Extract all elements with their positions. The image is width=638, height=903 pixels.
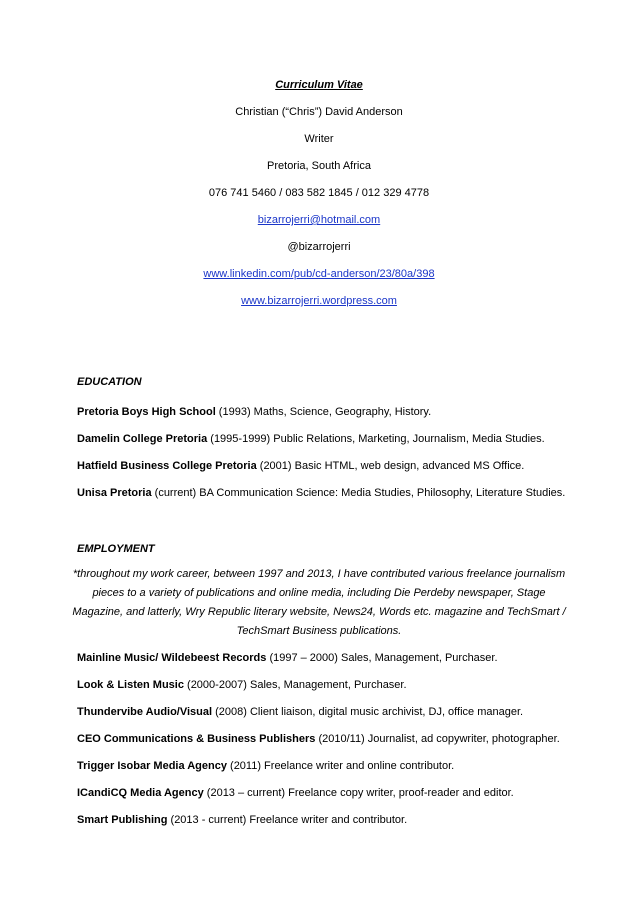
social-handle: @bizarrojerri (287, 241, 351, 253)
employment-detail: (2011) Freelance writer and online contributor. (226, 760, 455, 772)
education-org: Unisa Pretoria (77, 487, 152, 499)
document-title: Curriculum Vitae (275, 79, 363, 91)
employment-org: Look & Listen Music (77, 679, 184, 691)
employment-org: Thundervibe Audio/Visual (77, 706, 213, 718)
employment-section (72, 541, 566, 834)
education-detail: (1995-1999) Public Relations, Marketing, Journalism, Media Studies. (207, 433, 545, 445)
employment-org: ICandiCQ Media Agency (77, 787, 204, 799)
employment-item (77, 672, 561, 699)
education-detail: (1993) Maths, Science, Geography, History. (215, 406, 432, 418)
education-item (77, 453, 561, 480)
education-org: Hatfield Business College Pretoria (77, 460, 257, 472)
person-role: Writer (304, 133, 334, 145)
cv-header (0, 72, 638, 315)
employment-org: CEO Communications & Business Publishers (77, 733, 316, 745)
employment-heading: EMPLOYMENT (77, 543, 155, 555)
education-heading: EDUCATION (77, 376, 142, 388)
education-detail: (current) BA Communication Science: Media Studies, Philosophy, Literature Studies. (151, 487, 566, 499)
education-item (77, 426, 561, 453)
employment-item (77, 699, 561, 726)
person-location: Pretoria, South Africa (267, 160, 371, 172)
employment-item (77, 780, 561, 807)
employment-item (77, 645, 561, 672)
phone-numbers: 076 741 5460 / 083 582 1845 / 012 329 4778 (208, 187, 430, 199)
education-section (77, 374, 566, 507)
education-org: Pretoria Boys High School (77, 406, 216, 418)
employment-item (77, 807, 561, 834)
person-name: Christian (“Chris”) David Anderson (235, 106, 403, 118)
employment-org: Smart Publishing (77, 814, 168, 826)
employment-org: Trigger Isobar Media Agency (77, 760, 227, 772)
employment-item (77, 726, 561, 753)
employment-note: *throughout my work career, between 1997 and 2013, I have contributed various freelance journalism pieces to a variety of publications and online media, including Die Perdeby newspaper, Stage Magazine, and latterly, Wry Republic literary website, News24, Words etc. magazine and TechSmart / TechSmart Business publications. (72, 568, 566, 637)
linkedin-link[interactable]: www.linkedin.com/pub/cd-anderson/23/80a/398 (203, 268, 435, 280)
education-org: Damelin College Pretoria (77, 433, 208, 445)
employment-org: Mainline Music/ Wildebeest Records (77, 652, 267, 664)
education-item (77, 480, 566, 507)
employment-item (77, 753, 561, 780)
employment-detail: (2013 – current) Freelance copy writer, proof-reader and editor. (203, 787, 514, 799)
employment-detail: (2008) Client liaison, digital music archivist, DJ, office manager. (212, 706, 524, 718)
website-link[interactable]: www.bizarrojerri.wordpress.com (241, 295, 397, 307)
employment-detail: (1997 – 2000) Sales, Management, Purchaser. (266, 652, 498, 664)
education-detail: (2001) Basic HTML, web design, advanced MS Office. (256, 460, 525, 472)
employment-detail: (2010/11) Journalist, ad copywriter, photographer. (315, 733, 560, 745)
employment-detail: (2013 - current) Freelance writer and contributor. (167, 814, 408, 826)
education-item (77, 399, 561, 426)
email-link[interactable]: bizarrojerri@hotmail.com (257, 214, 381, 226)
employment-detail: (2000-2007) Sales, Management, Purchaser. (183, 679, 407, 691)
